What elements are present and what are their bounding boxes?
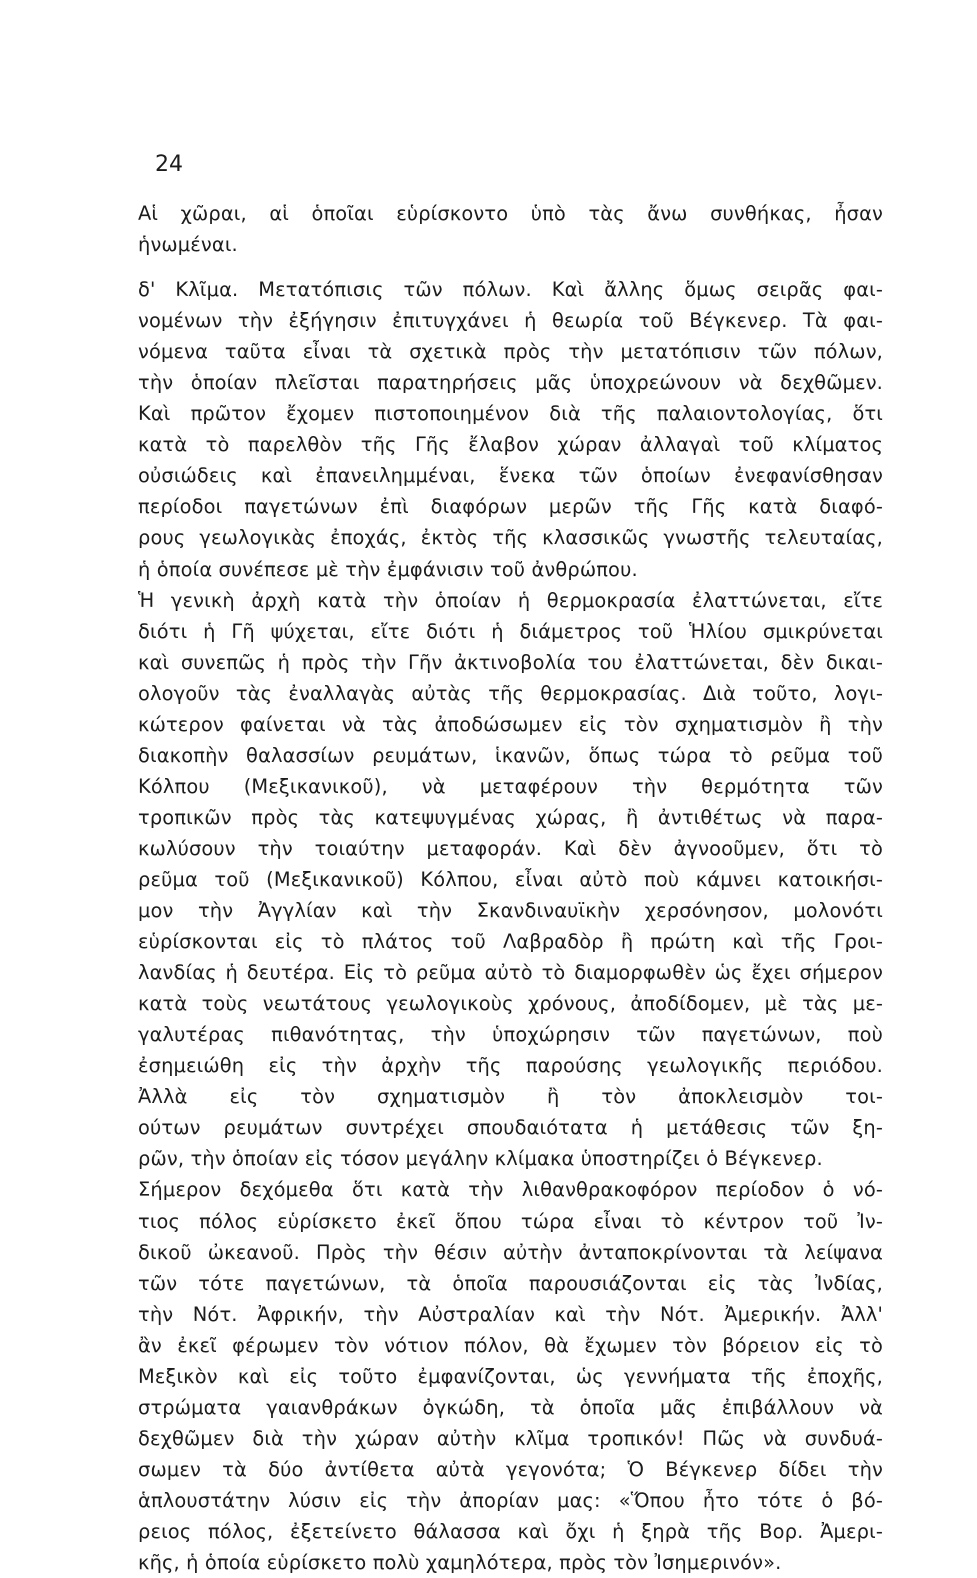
text-line: τῶν τότε παγετώνων, τὰ ὁποῖα παρουσιάζονται εἰς τὰς Ἰνδίας, bbox=[138, 1271, 883, 1295]
text-line: εὑρίσκονται εἰς τὸ πλάτος τοῦ Λαβραδὸρ ἢ πρώτη καὶ τῆς Γροι- bbox=[138, 930, 883, 954]
text-line: περίοδοι παγετώνων ἐπὶ διαφόρων μερῶν τῆς Γῆς κατὰ διαφό- bbox=[138, 495, 883, 519]
text-line: ἡ ὁποία συνέπεσε μὲ τὴν ἐμφάνισιν τοῦ ἀνθρώπου. bbox=[138, 557, 638, 581]
text-line: καὶ συνεπῶς ἡ πρὸς τὴν Γῆν ἀκτινοβολία του ἐλαττώνεται, δὲν δικαι- bbox=[138, 650, 883, 674]
text-line: κωλύσουν τὴν τοιαύτην μεταφοράν. Καὶ δὲν ἀγνοοῦμεν, ὅτι τὸ bbox=[138, 836, 883, 860]
text-line: ολογοῦν τὰς ἐναλλαγὰς αὐτὰς τῆς θερμοκρασίας. Διὰ τοῦτο, λογι- bbox=[138, 681, 883, 705]
text-line: ἂν ἐκεῖ φέρωμεν τὸν νότιον πόλον, θὰ ἔχωμεν τὸν βόρειον εἰς τὸ bbox=[138, 1333, 883, 1357]
text-line: κατὰ τοὺς νεωτάτους γεωλογικοὺς χρόνους, ἀποδίδομεν, μὲ τὰς με- bbox=[138, 992, 883, 1016]
text-line: τὴν Νότ. Ἀφρικήν, τὴν Αὐστραλίαν καὶ τὴν Νότ. Ἀμερικήν. Ἀλλ' bbox=[138, 1302, 883, 1326]
text-line: ρους γεωλογικὰς ἐποχάς, ἐκτὸς τῆς κλασσικῶς γνωστῆς τελευταίας, bbox=[138, 526, 883, 550]
text-line: τροπικῶν πρὸς τὰς κατεψυγμένας χώρας, ἢ ἀντιθέτως νὰ παρα- bbox=[138, 805, 883, 829]
text-line: μον τὴν Ἀγγλίαν καὶ τὴν Σκανδιναυϊκὴν χερσόνησον, μολονότι bbox=[138, 899, 883, 923]
text-line: δεχθῶμεν διὰ τὴν χώραν αὐτὴν κλῖμα τροπικόν! Πῶς νὰ συνδυά- bbox=[138, 1426, 883, 1450]
text-line: ρεῦμα τοῦ (Μεξικανικοῦ) Κόλπου, εἶναι αὐτὸ ποὺ κάμνει κατοικήσι- bbox=[138, 867, 883, 891]
text-line: Ἡ γενικὴ ἀρχὴ κατὰ τὴν ὁποίαν ἡ θερμοκρασία ἐλαττώνεται, εἴτε bbox=[138, 588, 883, 612]
text-line: τὴν ὁποίαν πλεῖσται παρατηρήσεις μᾶς ὑποχρεώνουν νὰ δεχθῶμεν. bbox=[138, 371, 883, 395]
text-line: στρώματα γαιανθράκων ὀγκώδη, τὰ ὁποῖα μᾶς ἐπιβάλλουν νὰ bbox=[138, 1395, 883, 1419]
text-line: ἡνωμέναι. bbox=[138, 233, 238, 257]
text-line: νομένων τὴν ἐξήγησιν ἐπιτυγχάνει ἡ θεωρία τοῦ Βέγκενερ. Τὰ φαι- bbox=[138, 309, 883, 333]
text-line: Μεξικὸν καὶ εἰς τοῦτο ἐμφανίζονται, ὡς γεννήματα τῆς ἐποχῆς, bbox=[138, 1364, 883, 1388]
section-heading-line: δ' Κλῖμα. Μετατόπισις τῶν πόλων. Καὶ ἄλλης ὅμως σειρᾶς φαι- bbox=[138, 278, 883, 302]
page-number: 24 bbox=[155, 152, 183, 177]
body-text bbox=[138, 198, 883, 1578]
text-line: κῆς, ἡ ὁποία εὑρίσκετο πολὺ χαμηλότερα, πρὸς τὸν Ἰσημερινόν». bbox=[138, 1551, 782, 1575]
text-line: Σήμερον δεχόμεθα ὅτι κατὰ τὴν λιθανθρακοφόρον περίοδον ὁ νό- bbox=[138, 1178, 883, 1202]
text-line: ἐσημειώθη εἰς τὴν ἀρχὴν τῆς παρούσης γεωλογικῆς περιόδου. bbox=[138, 1054, 883, 1078]
text-line: Κόλπου (Μεξικανικοῦ), νὰ μεταφέρουν τὴν θερμότητα τῶν bbox=[138, 774, 883, 798]
text-line: ρειος πόλος, ἐξετείνετο θάλασσα καὶ ὄχι ἡ ξηρὰ τῆς Βορ. Ἀμερι- bbox=[138, 1519, 883, 1543]
text-line: δικοῦ ὠκεανοῦ. Πρὸς τὴν θέσιν αὐτὴν ἀνταποκρίνονται τὰ λείψανα bbox=[138, 1240, 883, 1264]
text-line: Καὶ πρῶτον ἔχομεν πιστοποιημένον διὰ τῆς παλαιοντολογίας, ὅτι bbox=[138, 402, 883, 426]
text-line: οὐσιώδεις καὶ ἐπανειλημμέναι, ἕνεκα τῶν ὁποίων ἐνεφανίσθησαν bbox=[138, 464, 883, 488]
text-line: Αἱ χῶραι, αἱ ὁποῖαι εὑρίσκοντο ὑπὸ τὰς ἄνω συνθήκας, ἦσαν bbox=[138, 202, 883, 225]
text-line: νόμενα ταῦτα εἶναι τὰ σχετικὰ πρὸς τὴν μετατόπισιν τῶν πόλων, bbox=[138, 340, 883, 364]
text-line: ρῶν, τὴν ὁποίαν εἰς τόσον μεγάλην κλίμακα ὑποστηρίζει ὁ Βέγκενερ. bbox=[138, 1147, 823, 1171]
text-line: λανδίας ἡ δευτέρα. Εἰς τὸ ρεῦμα αὐτὸ τὸ διαμορφωθὲν ὡς ἔχει σήμερον bbox=[138, 961, 883, 985]
text-line: ἁπλουστάτην λύσιν εἰς τὴν ἀπορίαν μας: «Ὅπου ἦτο τότε ὁ βό- bbox=[138, 1488, 883, 1512]
text-line: ούτων ρευμάτων συντρέχει σπουδαιότατα ἡ μετάθεσις τῶν ξη- bbox=[138, 1116, 883, 1140]
text-line: Ἀλλὰ εἰς τὸν σχηματισμὸν ἢ τὸν ἀποκλεισμὸν τοι- bbox=[138, 1085, 883, 1109]
text-line: διακοπὴν θαλασσίων ρευμάτων, ἱκανῶν, ὅπως τώρα τὸ ρεῦμα τοῦ bbox=[138, 743, 883, 767]
text-line: κώτερον φαίνεται νὰ τὰς ἀποδώσωμεν εἰς τὸν σχηματισμὸν ἢ τὴν bbox=[138, 712, 883, 736]
text-line: κατὰ τὸ παρελθὸν τῆς Γῆς ἔλαβον χώραν ἀλλαγαὶ τοῦ κλίματος bbox=[138, 433, 883, 457]
text-line: σωμεν τὰ δύο ἀντίθετα αὐτὰ γεγονότα; Ὁ Βέγκενερ δίδει τὴν bbox=[138, 1457, 883, 1481]
text-line: τιος πόλος εὑρίσκετο ἐκεῖ ὅπου τώρα εἶναι τὸ κέντρον τοῦ Ἰν- bbox=[138, 1209, 883, 1233]
text-line: γαλυτέρας πιθανότητας, τὴν ὑποχώρησιν τῶν παγετώνων, ποὺ bbox=[138, 1023, 883, 1047]
text-line: διότι ἡ Γῆ ψύχεται, εἴτε διότι ἡ διάμετρος τοῦ Ἡλίου σμικρύνεται bbox=[138, 619, 883, 643]
